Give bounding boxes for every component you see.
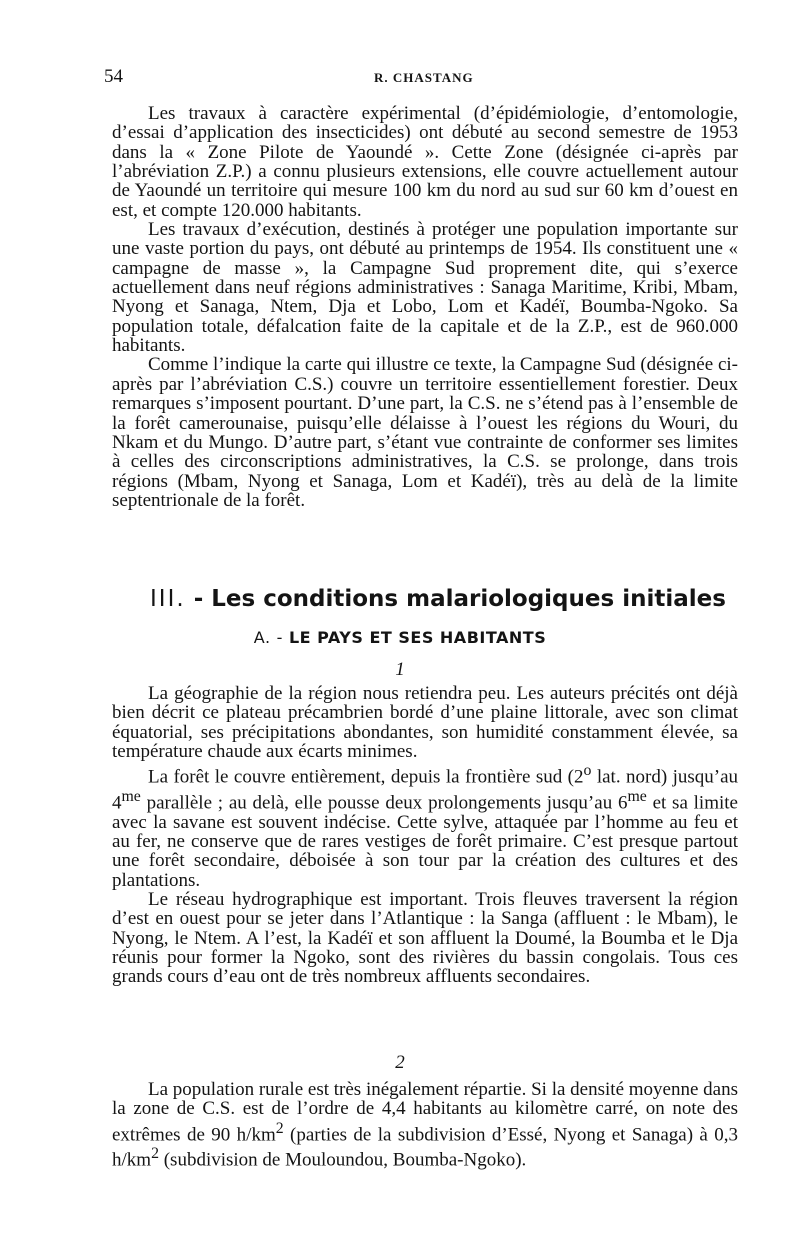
superscript: 2 <box>275 1119 284 1137</box>
subsection-letter: A. <box>253 628 271 647</box>
paragraph: Comme l’indique la carte qui illustre ce texte, la Campagne Sud (désignée ci-après par l’abréviation C.S.) couvre un territoire essentiellement forestier. Deux remarques s’imposent pourtant. D’une part, la C.S. ne s’étend pas à l’ensemble de la forêt camerounaise, puisqu’elle délaisse à l’ouest les régions du Wouri, du Nkam et du Mungo. D’autre part, s’étant vue contrainte de conformer ses limites à celles des circonscriptions administratives, la C.S. se prolonge, dans trois régions (Mbam, Nyong et Sanaga, Lom et Kadéï), très au delà de la limite septentrionale de la forêt. <box>112 354 738 511</box>
paragraph <box>112 1080 738 1170</box>
section-dash: - <box>193 586 204 612</box>
text-run: (subdivision de Mouloundou, Boumba-Ngoko). <box>158 1149 527 1171</box>
subsection-title: LE PAYS ET SES HABITANTS <box>288 628 547 647</box>
part-number-2: 2 <box>395 1052 405 1073</box>
paragraph: Le réseau hydrographique est important. Trois fleuves traversent la région d’est en ouest pour se jeter dans l’Atlantique : la Sanga (affluent : le Mbam), le Nyong, le Ntem. A l’est, la Kadéï et son affluent la Doumé, la Boumba et le Dja réunis pour former la Ngoko, sont des rivières du bassin congolais. Tous ces grands cours d’eau ont de très nombreux affluents secondaires. <box>112 889 738 988</box>
superscript: me <box>627 788 647 806</box>
intro-text-block <box>112 104 738 510</box>
text-run: (parties de la subdivision d’Essé, Nyong et Sanaga) à 0,3 h/km <box>112 1124 738 1171</box>
paragraph: La géographie de la région nous retiendra peu. Les auteurs précités ont déjà bien décrit ce plateau précambrien bordé d’une plaine littorale, avec son climat équatorial, ses précipitations abondantes, son humidité constamment élevée, sa température chaude aux écarts minimes. <box>112 683 738 763</box>
text-run: et sa limite avec la savane est souvent indécise. Cette sylve, attaquée par l’homme au feu et au fer, ne conserve que de rares vestiges de forêt primaire. C’est presque partout une forêt secondaire, déboisée à son tour par la création des cultures et des plantations. <box>112 792 738 891</box>
section-heading <box>150 586 726 612</box>
page-number: 54 <box>104 66 123 87</box>
paragraph: Les travaux à caractère expérimental (d’épidémiologie, d’entomologie, d’essai d’application des insecticides) ont débuté au second semestre de 1953 dans la « Zone Pilote de Yaoundé ». Cette Zone (désignée ci-après par l’abréviation Z.P.) a connu plusieurs extensions, elle couvre actuellement autour de Yaoundé un territoire qui mesure 100 km du nord au sud sur 60 km d’ouest en est, et compte 120.000 habitants. <box>112 103 738 221</box>
running-head-author: R. CHASTANG <box>374 70 474 85</box>
paragraph <box>112 761 738 890</box>
subsection-dash: - <box>276 628 283 647</box>
section-number: III. <box>150 586 186 612</box>
text-run: lat. nord) jusqu’au 4 <box>112 766 738 814</box>
part-1-text-block <box>112 684 738 987</box>
text-run: La forêt le couvre entièrement, depuis la frontière sud (2 <box>148 766 584 788</box>
superscript: 2 <box>151 1145 159 1163</box>
section-title: Les conditions malariologiques initiales <box>211 586 726 612</box>
superscript: o <box>583 762 592 780</box>
text-run: parallèle ; au delà, elle pousse deux prolongements jusqu’au 6 <box>140 792 628 814</box>
running-head <box>104 66 711 88</box>
part-number-1: 1 <box>395 659 405 680</box>
part-2-text-block <box>112 1080 738 1170</box>
text-run: La population rurale est très inégalement répartie. Si la densité moyenne dans la zone de C.S. est de l’ordre de 4,4 habitants au kilomètre carré, on note des extrêmes de 90 h/km <box>112 1079 738 1146</box>
paragraph: Les travaux d’exécution, destinés à protéger une population importante sur une vaste portion du pays, ont débuté au printemps de 1954. Ils constituent une « campagne de masse », la Campagne Sud proprement dite, qui s’exerce actuellement dans neuf régions administratives : Sanaga Maritime, Kribi, Mbam, Nyong et Sanaga, Ntem, Dja et Lobo, Lom et Kadéï, Boumba-Ngoko. Sa population totale, défalcation faite de la capitale et de la Z.P., est de 960.000 habitants. <box>112 219 738 357</box>
subsection-heading <box>0 628 800 647</box>
superscript: me <box>121 788 141 806</box>
